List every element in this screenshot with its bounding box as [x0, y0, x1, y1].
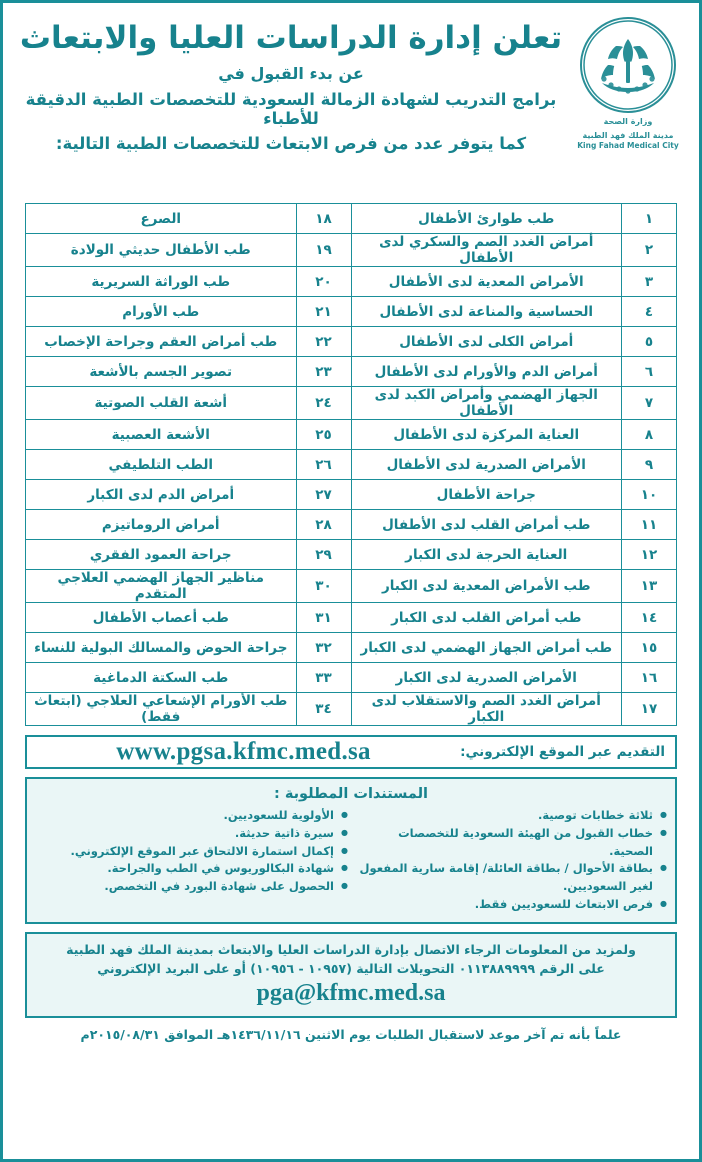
specialties-table	[25, 203, 677, 726]
table-row	[26, 327, 677, 357]
row-number-left: ٢٩	[296, 540, 351, 570]
palm-and-swords-emblem	[580, 17, 676, 113]
kfmc-logo	[569, 17, 687, 150]
table-row	[26, 510, 677, 540]
documents-right-column	[35, 807, 348, 914]
row-number-right: ٣	[622, 267, 677, 297]
specialty-name-right: طب طوارئ الأطفال	[351, 204, 622, 234]
specialty-name-left: طب الأطفال حديثي الولادة	[26, 234, 297, 267]
required-documents-panel	[25, 777, 677, 924]
specialty-name-right: الأمراض المعدية لدى الأطفال	[351, 267, 622, 297]
table-row	[26, 540, 677, 570]
row-number-right: ١١	[622, 510, 677, 540]
specialty-name-left: طب أعصاب الأطفال	[26, 603, 297, 633]
table-row	[26, 387, 677, 420]
row-number-left: ١٨	[296, 204, 351, 234]
specialty-name-right: أمراض الغدد الصم والسكري لدى الأطفال	[351, 234, 622, 267]
deadline-note: علماً بأنه تم آخر موعد لاستقبال الطلبات يوم الاثنين ١٤٣٦/١١/١٦هـ الموافق ٢٠١٥/٠٨/٣١م	[80, 1027, 622, 1043]
row-number-left: ٢٨	[296, 510, 351, 540]
specialty-name-right: العناية المركزة لدى الأطفال	[351, 420, 622, 450]
contact-line-2: على الرقم ٠١١٣٨٨٩٩٩٩ التحويلات التالية (١٠٩٥٧ - ١٠٩٥٦) أو على البريد الإلكتروني	[97, 960, 605, 976]
specialty-name-left: الطب التلطيفي	[26, 450, 297, 480]
specialty-name-left: مناظير الجهاز الهضمي العلاجي المتقدم	[26, 570, 297, 603]
row-number-left: ٢٢	[296, 327, 351, 357]
table-row	[26, 603, 677, 633]
specialty-name-right: أمراض الدم والأورام لدى الأطفال	[351, 357, 622, 387]
specialty-name-left: الصرع	[26, 204, 297, 234]
specialty-name-right: أمراض الكلى لدى الأطفال	[351, 327, 622, 357]
row-number-right: ٤	[622, 297, 677, 327]
logo-ministry-ar: وزارة الصحة	[603, 117, 653, 126]
specialty-name-left: الأشعة العصبية	[26, 420, 297, 450]
row-number-right: ١٣	[622, 570, 677, 603]
specialties-table-wrap	[3, 203, 699, 726]
logo-name-en: King Fahad Medical City	[577, 141, 679, 150]
table-row	[26, 480, 677, 510]
row-number-right: ١٢	[622, 540, 677, 570]
table-row	[26, 570, 677, 603]
required-documents-title: المستندات المطلوبة :	[273, 786, 429, 802]
row-number-left: ٢٦	[296, 450, 351, 480]
website-url[interactable]: www.pgsa.kfmc.med.sa	[116, 738, 371, 765]
table-row	[26, 267, 677, 297]
row-number-right: ٦	[622, 357, 677, 387]
row-number-right: ٨	[622, 420, 677, 450]
row-number-right: ١٦	[622, 663, 677, 693]
row-number-left: ٢٠	[296, 267, 351, 297]
specialty-name-right: الجهاز الهضمي وأمراض الكبد لدى الأطفال	[351, 387, 622, 420]
page-title: تعلن إدارة الدراسات العليا والابتعاث	[19, 20, 563, 56]
header	[3, 3, 699, 197]
header-line-4: كما يتوفر عدد من فرص الابتعاث للتخصصات الطبية التالية:	[55, 133, 527, 153]
specialty-name-left: طب الوراثة السريرية	[26, 267, 297, 297]
website-label: التقديم عبر الموقع الإلكتروني:	[460, 744, 665, 760]
row-number-left: ٢٤	[296, 387, 351, 420]
specialty-name-right: الحساسية والمناعة لدى الأطفال	[351, 297, 622, 327]
logo-name-ar: مدينة الملك فهد الطبية	[582, 131, 674, 140]
row-number-left: ٣٤	[296, 693, 351, 726]
row-number-left: ٢١	[296, 297, 351, 327]
list-item: ● الأولوية للسعوديين.	[35, 807, 348, 825]
specialty-name-right: طب أمراض القلب لدى الأطفال	[351, 510, 622, 540]
table-row	[26, 357, 677, 387]
list-item: ● بطاقة الأحوال / بطاقة العائلة/ إقامة سارية المفعول لغير السعوديين.	[354, 860, 667, 896]
specialty-name-left: طب الأورام	[26, 297, 297, 327]
row-number-right: ١٧	[622, 693, 677, 726]
specialty-name-left: أمراض الروماتيزم	[26, 510, 297, 540]
specialty-name-left: طب أمراض العقم وجراحة الإخصاب	[26, 327, 297, 357]
specialty-name-left: أمراض الدم لدى الكبار	[26, 480, 297, 510]
row-number-right: ٩	[622, 450, 677, 480]
table-row	[26, 633, 677, 663]
row-number-left: ٢٧	[296, 480, 351, 510]
table-row	[26, 204, 677, 234]
specialty-name-right: الأمراض الصدرية لدى الأطفال	[351, 450, 622, 480]
contact-panel	[25, 932, 677, 1019]
row-number-left: ١٩	[296, 234, 351, 267]
specialty-name-right: الأمراض الصدرية لدى الكبار	[351, 663, 622, 693]
table-row	[26, 234, 677, 267]
row-number-right: ٥	[622, 327, 677, 357]
row-number-right: ١٠	[622, 480, 677, 510]
contact-email[interactable]: pga@kfmc.med.sa	[256, 980, 446, 1007]
table-row	[26, 693, 677, 726]
header-line-3: برامج التدريب لشهادة الزمالة السعودية للتخصصات الطبية الدقيقة للأطباء	[25, 89, 557, 128]
row-number-left: ٣٠	[296, 570, 351, 603]
specialty-name-right: العناية الحرجة لدى الكبار	[351, 540, 622, 570]
specialty-name-left: أشعة القلب الصوتية	[26, 387, 297, 420]
list-item: ● شهادة البكالوريوس في الطب والجراحة.	[35, 860, 348, 878]
row-number-left: ٢٣	[296, 357, 351, 387]
specialty-name-left: طب السكتة الدماغية	[26, 663, 297, 693]
specialty-name-left: تصوير الجسم بالأشعة	[26, 357, 297, 387]
list-item: ● فرص الابتعاث للسعوديين فقط.	[354, 896, 667, 914]
specialty-name-right: طب أمراض الجهاز الهضمي لدى الكبار	[351, 633, 622, 663]
list-item: ● ثلاثة خطابات توصية.	[354, 807, 667, 825]
application-website-row	[25, 735, 677, 769]
row-number-right: ٧	[622, 387, 677, 420]
specialty-name-right: طب أمراض القلب لدى الكبار	[351, 603, 622, 633]
row-number-left: ٣١	[296, 603, 351, 633]
specialty-name-right: أمراض الغدد الصم والاستقلاب لدى الكبار	[351, 693, 622, 726]
list-item: ● الحصول على شهادة البورد في التخصص.	[35, 878, 348, 896]
row-number-right: ١	[622, 204, 677, 234]
row-number-right: ١٥	[622, 633, 677, 663]
row-number-left: ٣٢	[296, 633, 351, 663]
row-number-left: ٢٥	[296, 420, 351, 450]
header-text	[17, 13, 565, 153]
row-number-right: ١٤	[622, 603, 677, 633]
table-row	[26, 420, 677, 450]
list-item: ● خطاب القبول من الهيئة السعودية للتخصصات الصحية.	[354, 825, 667, 861]
header-line-2: عن بدء القبول في	[218, 63, 364, 83]
table-row	[26, 297, 677, 327]
row-number-right: ٢	[622, 234, 677, 267]
table-row	[26, 450, 677, 480]
row-number-left: ٣٣	[296, 663, 351, 693]
list-item: ● سيرة ذاتية حديثة.	[35, 825, 348, 843]
specialty-name-left: جراحة الحوض والمسالك البولية للنساء	[26, 633, 297, 663]
list-item: ● إكمال استمارة الالتحاق عبر الموقع الإلكتروني.	[35, 843, 348, 861]
specialty-name-right: طب الأمراض المعدية لدى الكبار	[351, 570, 622, 603]
table-row	[26, 663, 677, 693]
documents-left-column	[354, 807, 667, 914]
contact-line-1: ولمزيد من المعلومات الرجاء الاتصال بإدارة الدراسات العليا والابتعاث بمدينة الملك فهد الطبية	[66, 941, 636, 957]
specialty-name-left: جراحة العمود الفقري	[26, 540, 297, 570]
specialty-name-left: طب الأورام الإشعاعي العلاجي (ابتعاث فقط)	[26, 693, 297, 726]
specialty-name-right: جراحة الأطفال	[351, 480, 622, 510]
